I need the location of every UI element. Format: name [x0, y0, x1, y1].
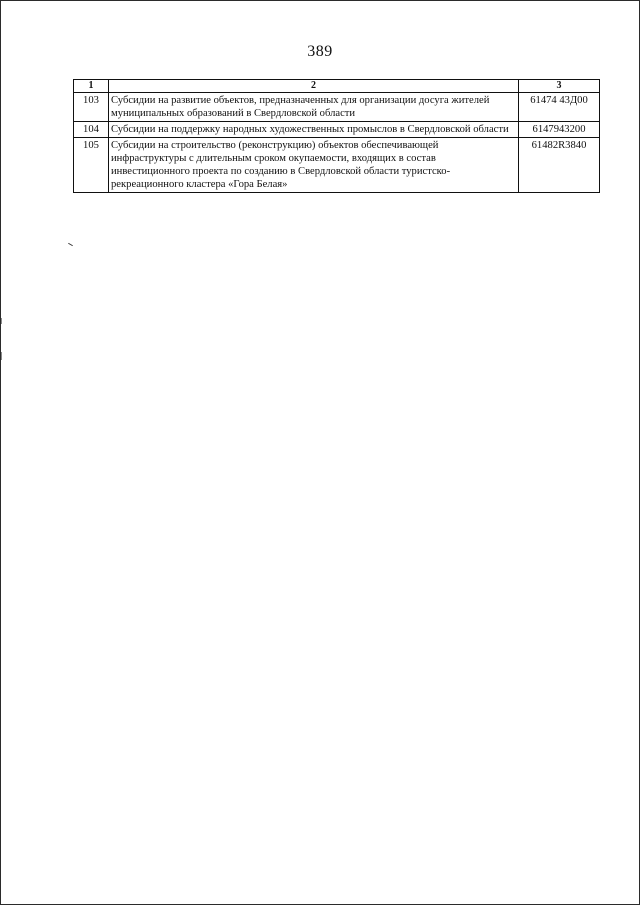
scan-artifact [1, 318, 2, 324]
row-number: 103 [74, 93, 109, 122]
header-cell-2: 2 [109, 80, 519, 93]
table-header-row [74, 80, 600, 93]
row-code: 61474 43Д00 [519, 93, 600, 122]
table-row [74, 138, 600, 193]
scan-artifact [1, 352, 2, 360]
budget-table [73, 79, 600, 193]
row-code: 6147943200 [519, 122, 600, 138]
page-number: 389 [307, 43, 333, 60]
row-number: 104 [74, 122, 109, 138]
row-code: 61482R3840 [519, 138, 600, 193]
table-row [74, 122, 600, 138]
row-number: 105 [74, 138, 109, 193]
table-row [74, 93, 600, 122]
row-description: Субсидии на развитие объектов, предназначенных для организации досуга жителей муниципальных образований в Свердловской области [109, 93, 519, 122]
header-cell-3: 3 [519, 80, 600, 93]
row-description: Субсидии на строительство (реконструкцию) объектов обеспечивающей инфраструктуры с длительным сроком окупаемости, входящих в состав инвестиционного проекта по созданию в Свердловской области туристско-рекреационного кластера «Гора Белая» [109, 138, 519, 193]
row-description: Субсидии на поддержку народных художественных промыслов в Свердловской области [109, 122, 519, 138]
header-cell-1: 1 [74, 80, 109, 93]
